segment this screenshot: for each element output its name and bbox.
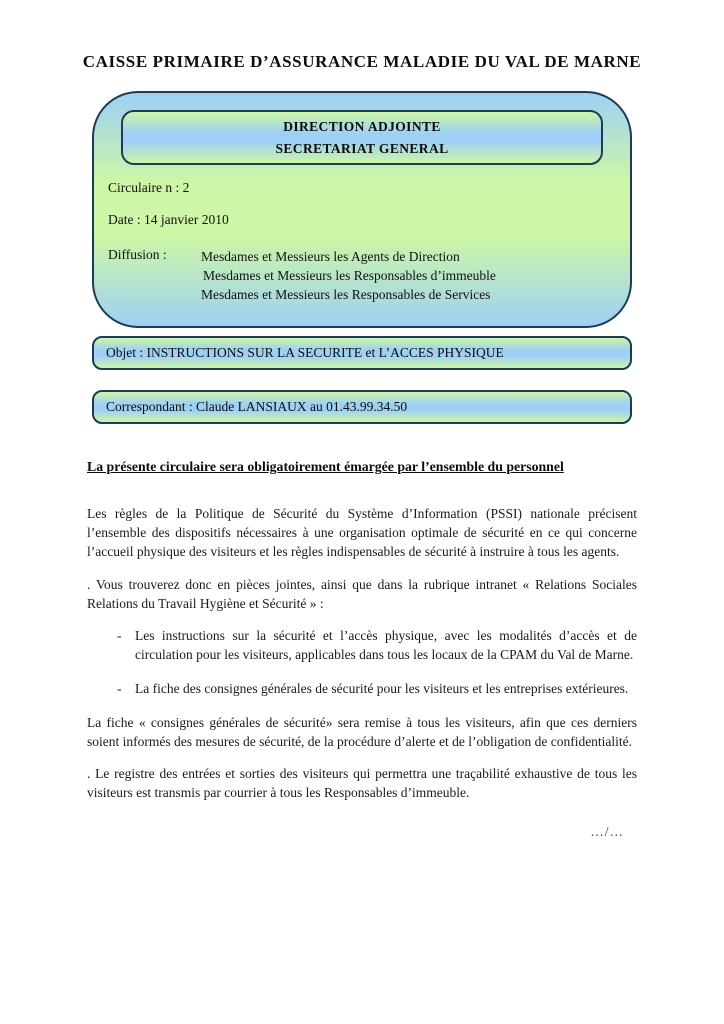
diffusion-row [108,247,616,304]
objet-box [92,336,632,370]
list-item [87,626,637,664]
diffusion-item: Mesdames et Messieurs les Responsables de Services [201,287,491,302]
direction-banner [121,110,603,165]
diffusion-item: Mesdames et Messieurs les Responsables d’immeuble [203,268,496,283]
header-box [92,91,632,328]
paragraph-pieces-jointes: . Vous trouverez donc en pièces jointes, ainsi que dans la rubrique intranet « Relations Sociales Relations du Travail Hygiène et Sécurité » : [87,577,637,611]
bullet-list [87,626,637,698]
bullet-text: Les instructions sur la sécurité et l’accès physique, avec les modalités d’accès et de circulation pour les visiteurs, applicables dans tous les locaux de la CPAM du Val de Marne. [135,628,637,662]
direction-line2: SECRETARIAT GENERAL [275,140,449,156]
continuation-marker: …/… [590,824,624,839]
diffusion-item: Mesdames et Messieurs les Agents de Direction [201,249,460,264]
dash-marker: - [117,681,122,696]
paragraph-fiche-consignes: La fiche « consignes générales de sécurité» sera remise à tous les visiteurs, afin que ces derniers soient informés des mesures de sécurité, de la procédure d’alerte et de l’obligation de confidentialité. [87,715,637,749]
date-line: Date : 14 janvier 2010 [108,212,229,227]
paragraph-pssi: Les règles de la Politique de Sécurité du Système d’Information (PSSI) nationale précisent l’ensemble des dispositifs nécessaires à une organisation optimale de sécurité en ce qui concerne l’accueil physique des visiteurs et les règles indispensables de sécurité à instruire à tous les agents. [87,506,637,559]
diffusion-list [201,247,496,304]
circulaire-number: Circulaire n : 2 [108,180,190,195]
direction-line1: DIRECTION ADJOINTE [283,118,441,134]
correspondant-box [92,390,632,424]
document-title: CAISSE PRIMAIRE D’ASSURANCE MALADIE DU VAL DE MARNE [82,52,642,71]
correspondant-text: Correspondant : Claude LANSIAUX au 01.43.99.34.50 [106,399,408,414]
notice-heading: La présente circulaire sera obligatoirement émargée par l’ensemble du personnel [87,459,564,474]
objet-text: Objet : INSTRUCTIONS SUR LA SECURITE et L’ACCES PHYSIQUE [106,345,504,360]
bullet-text: La fiche des consignes générales de sécurité pour les visiteurs et les entreprises extérieures. [135,681,629,696]
diffusion-label: Diffusion : [108,247,167,262]
paragraph-registre: . Le registre des entrées et sorties des visiteurs qui permettra une traçabilité exhaustive de tous les visiteurs est transmis par courrier à tous les Responsables d’immeuble. [87,766,637,800]
list-item [87,679,637,698]
dash-marker: - [117,628,122,643]
